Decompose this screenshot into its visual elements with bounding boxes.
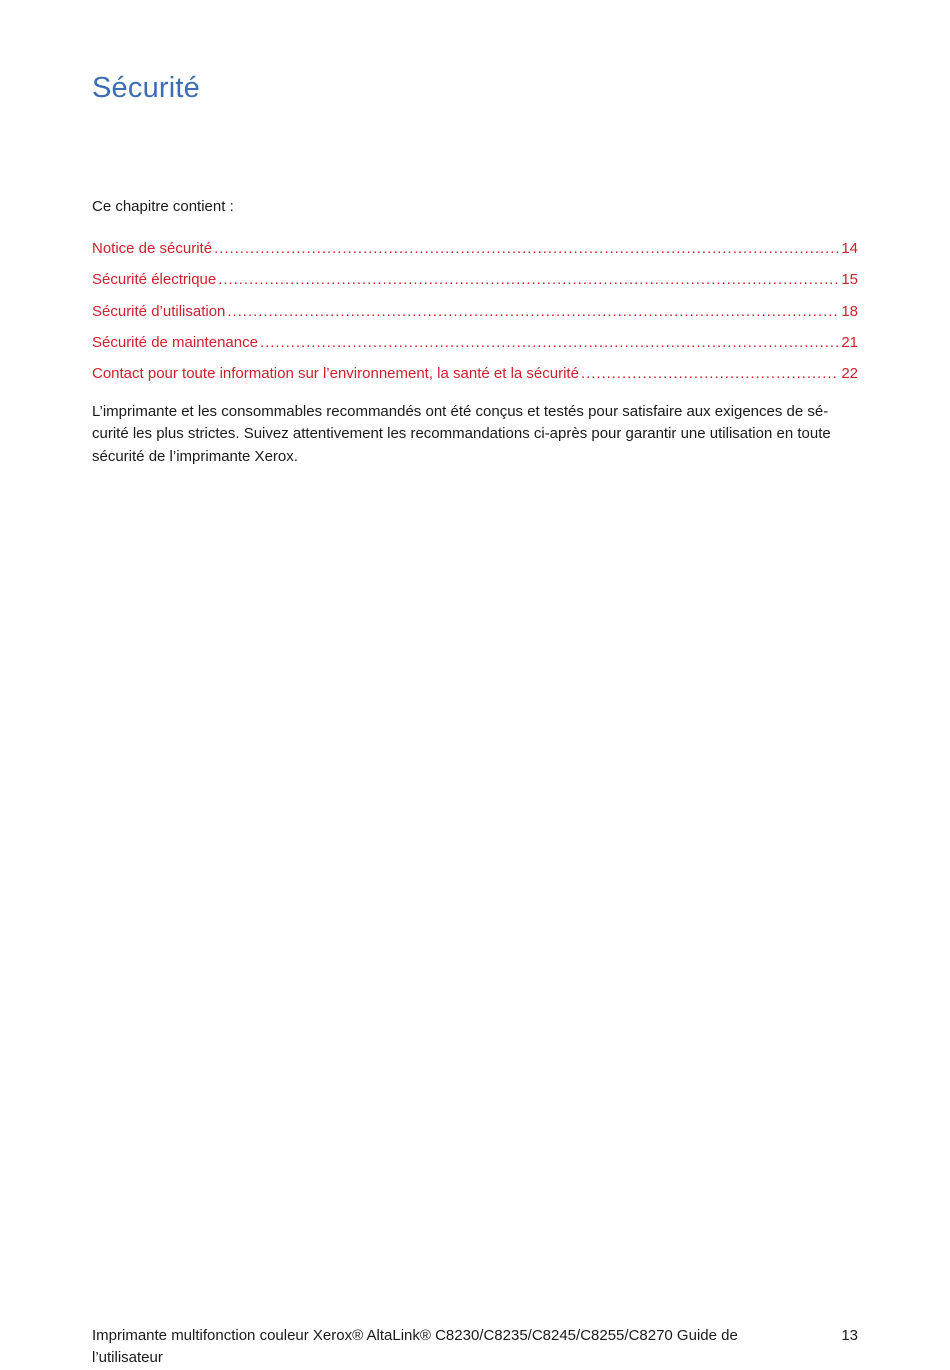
toc-entry-page[interactable]: 21 [841, 333, 858, 351]
toc-entry-page[interactable]: 18 [841, 302, 858, 320]
toc-entry-notice[interactable] [92, 238, 858, 269]
body-paragraph: L’imprimante et les consommables recommandés ont été conçus et testés pour satisfaire aux exigences de sé-curité les plus strictes. Suivez attentivement les recommandations ci-après pour garantir une utilisation en toute sécurité de l’imprimante Xerox. [92, 403, 831, 465]
toc-dot-leader [218, 269, 839, 291]
footer-page-number: 13 [841, 1327, 858, 1344]
toc-entry-operational[interactable] [92, 301, 858, 332]
toc-entry-electrical[interactable] [92, 269, 858, 300]
toc-dot-leader [214, 238, 839, 260]
toc-entry-label[interactable]: Contact pour toute information sur l’environnement, la santé et la sécurité [92, 365, 579, 383]
toc-dot-leader [227, 301, 839, 323]
toc-entry-label[interactable]: Sécurité d’utilisation [92, 302, 226, 320]
toc-entry-page[interactable]: 22 [841, 365, 858, 383]
toc-entry-page[interactable]: 15 [841, 271, 858, 289]
toc-entry-label[interactable]: Notice de sécurité [92, 240, 213, 257]
toc-entry-maintenance[interactable] [92, 332, 858, 363]
toc-dot-leader [260, 332, 839, 354]
toc-entry-label[interactable]: Sécurité électrique [92, 271, 217, 289]
toc-entry-contact[interactable] [92, 363, 858, 394]
chapter-toc [92, 238, 858, 394]
toc-dot-leader [581, 363, 839, 385]
footer-document-title: Imprimante multifonction couleur Xerox® AltaLink® C8230/C8235/C8245/C8255/C8270 Guide de l’utilisateur [92, 1327, 738, 1367]
toc-entry-label[interactable]: Sécurité de maintenance [92, 333, 258, 351]
toc-entry-page[interactable]: 14 [841, 240, 858, 257]
chapter-intro: Ce chapitre contient : [92, 198, 234, 215]
chapter-title: Sécurité [92, 72, 200, 104]
